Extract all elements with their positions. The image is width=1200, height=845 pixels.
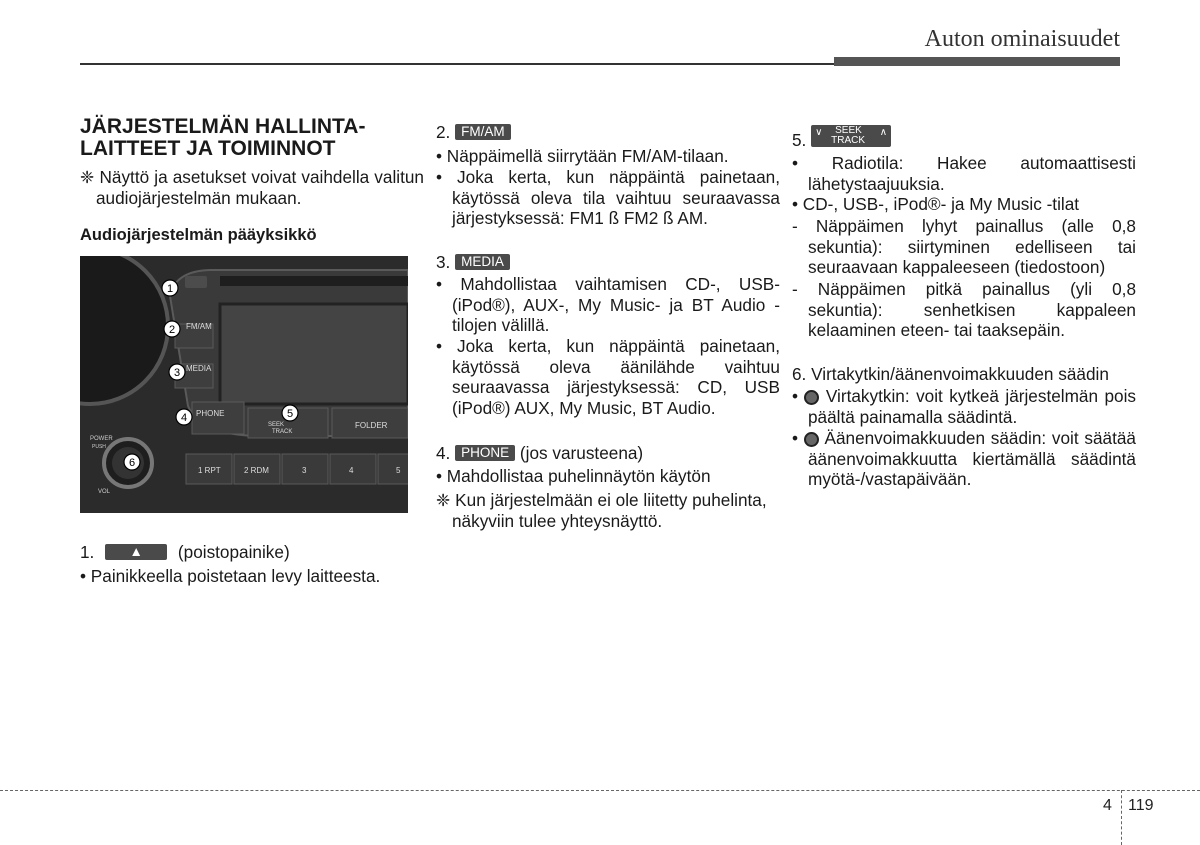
photo-preset-1: 1 RPT: [198, 466, 221, 475]
item-4-suffix: (jos varusteena): [519, 443, 644, 463]
page-header-title: Auton ominaisuudet: [924, 26, 1120, 52]
header-bar: [834, 57, 1120, 66]
callout-5: 5: [286, 408, 294, 420]
item-5-bullet-2: • CD-, USB-, iPod®- ja My Music -tilat: [792, 194, 1080, 214]
item-5-dash-2: - Näppäimen pitkä painallus (yli 0,8 sekuntia): senhetkisen kappaleen kelaaminen eteen- tai taaksepäin.: [792, 279, 1136, 340]
photo-label-power: POWER: [90, 436, 113, 442]
eject-icon: ▲: [129, 544, 143, 559]
item-1-bullet: • Painikkeella poistetaan levy laitteesta.: [80, 566, 381, 586]
item-1-suffix: (poistopainike): [177, 542, 290, 562]
photo-label-vol: VOL: [98, 489, 111, 495]
seek-track-key: [811, 125, 891, 147]
knob-icon: [804, 432, 819, 447]
item-2-number: 2.: [436, 122, 451, 142]
callout-1: 1: [166, 283, 174, 295]
photo-preset-2: 2 RDM: [244, 466, 269, 475]
photo-label-fmam: FM/AM: [186, 322, 212, 331]
photo-preset-3: 3: [302, 466, 307, 475]
footer-divider: [1121, 790, 1122, 845]
audio-unit-illustration: [80, 256, 408, 513]
item-3-bullet-2: • Joka kerta, kun näppäintä painetaan, käytössä oleva äänilähde vaihtuu seuraavassa järjestyksessä: CD, USB (iPod®) AUX, My Music, BT Audio.: [436, 336, 780, 418]
item-3-number: 3.: [436, 252, 451, 272]
item-5-line: [792, 125, 891, 151]
item-5-dash-1: - Näppäimen lyhyt painallus (alle 0,8 sekuntia): siirtyminen edelliseen tai seuraavaan kappaleeseen (tiedostoon): [792, 216, 1136, 277]
chevron-up-icon: ∧: [879, 127, 888, 138]
note-display-settings: ❈ Näyttö ja asetukset voivat vaihdella valitun audiojärjestelmän mukaan.: [80, 167, 424, 208]
media-key: MEDIA: [455, 254, 510, 270]
chevron-down-icon: ∨: [815, 127, 823, 138]
item-1-line: [80, 542, 290, 563]
item-6-bullet-2-text: Äänenvoimakkuuden säädin: voit säätää äänenvoimakkuutta kiertämällä säädintä myötä-/vastapäivään.: [808, 428, 1136, 489]
photo-label-phone: PHONE: [196, 409, 225, 418]
callout-6: 6: [128, 457, 136, 469]
section-heading: JÄRJESTELMÄN HALLINTA-LAITTEET JA TOIMINNOT: [80, 115, 366, 160]
item-3-bullet-1: • Mahdollistaa vaihtamisen CD-, USB-(iPod®), AUX-, My Music- ja BT Audio -tilojen välillä.: [436, 274, 780, 335]
chapter-number: 4: [1103, 797, 1112, 814]
item-5-bullet-1: • Radiotila: Hakee automaattisesti lähetystaajuuksia.: [792, 153, 1136, 194]
callout-2: 2: [168, 324, 176, 336]
knob-icon: [804, 390, 819, 405]
item-3-line: [436, 252, 510, 273]
item-4-line: [436, 443, 643, 464]
item-4-note: ❈ Kun järjestelmään ei ole liitetty puhelinta, näkyviin tulee yhteysnäyttö.: [436, 490, 767, 531]
footer-rule: [0, 790, 1200, 791]
track-label: TRACK: [831, 135, 866, 146]
callout-4: 4: [180, 412, 188, 424]
page-number: 119: [1128, 797, 1154, 814]
item-6-title: 6. Virtakytkin/äänenvoimakkuuden säädin: [792, 364, 1109, 384]
item-2-line: [436, 122, 511, 143]
photo-preset-5: 5: [396, 466, 401, 475]
item-6-bullet-1-text: Virtakytkin: voit kytkeä järjestelmän pois päältä painamalla säädintä.: [808, 386, 1137, 427]
audio-unit-photo: [80, 256, 408, 513]
item-1-number: 1.: [80, 542, 95, 562]
phone-key: PHONE: [455, 445, 515, 461]
photo-label-folder: FOLDER: [355, 421, 388, 430]
eject-key: [105, 544, 167, 560]
item-2-bullet-1: • Näppäimellä siirrytään FM/AM-tilaan.: [436, 146, 729, 166]
photo-label-push: PUSH: [92, 444, 106, 450]
header-rule: [80, 63, 836, 65]
photo-preset-4: 4: [349, 466, 354, 475]
item-4-number: 4.: [436, 443, 451, 463]
subheading-main-unit: Audiojärjestelmän pääyksikkö: [80, 226, 317, 244]
item-6-bullet-2: • Äänenvoimakkuuden säädin: voit säätää äänenvoimakkuutta kiertämällä säädintä myötä-/vastapäivään.: [792, 428, 1136, 489]
item-5-number: 5.: [792, 130, 807, 150]
photo-label-seek: SEEK: [268, 422, 285, 428]
callout-3: 3: [173, 367, 181, 379]
item-2-bullet-2: • Joka kerta, kun näppäintä painetaan, käytössä oleva tila vaihtuu seuraavassa järjestyksessä: FM1 ß FM2 ß AM.: [436, 167, 780, 228]
item-6-bullet-1: • Virtakytkin: voit kytkeä järjestelmän pois päältä painamalla säädintä.: [792, 386, 1137, 427]
photo-label-media: MEDIA: [186, 364, 212, 373]
photo-label-track: TRACK: [272, 429, 293, 435]
seek-label: SEEK: [835, 125, 862, 136]
item-4-bullet-1: • Mahdollistaa puhelinnäytön käytön: [436, 466, 711, 486]
fmam-key: FM/AM: [455, 124, 511, 140]
